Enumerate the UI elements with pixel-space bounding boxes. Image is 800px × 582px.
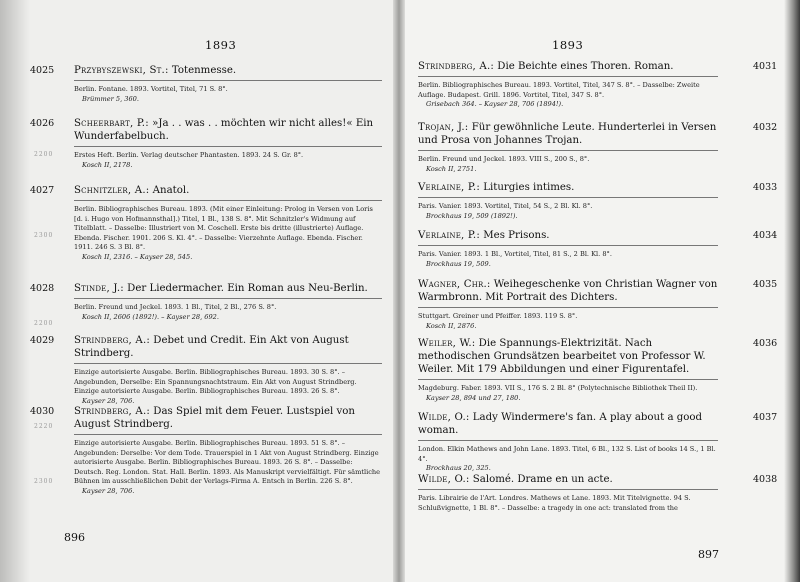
entry-author: Scheerbart, P.:	[74, 118, 149, 129]
entry-rule	[418, 150, 718, 151]
entry-title: Weihegeschenke von Christian Wagner von Warmbronn. Mit Portrait des Dichters.	[418, 279, 718, 303]
running-head: 1893	[205, 38, 237, 52]
entry-author: Strindberg, A.:	[74, 406, 151, 417]
entry-details: Berlin. Bibliographisches Bureau. 1893. (Mit einer Einleitung: Prolog in Versen von Loris [d. i. Hugo von Hofmannsthal].) Titel, 1 Bl., 138 S. 8°. Mit Schnitzler's Widmung auf Titelblatt. – Dasselbe: Illustriert von M. Coschell. Erste bis dritte (illustrierte) Auflage. Ebenda. Fischer. 1901. 206 S. Kl. 4°. – Dasselbe: Vierzehnte Auflage. Ebenda. Fischer. 1911. 246 S. 3 Bl. 8°.	[74, 205, 373, 252]
entry-details: Stuttgart. Greiner und Pfeiffer. 1893. 119 S. 8°.	[418, 312, 578, 320]
entry-number: 4034	[753, 230, 778, 241]
entry-number: 4026	[30, 118, 55, 129]
entry-title: Lady Windermere's fan. A play about a good woman.	[418, 412, 703, 436]
entry-rule	[418, 307, 718, 308]
book-gutter	[393, 0, 405, 582]
running-head: 1893	[552, 38, 584, 52]
entry-heading	[418, 337, 718, 376]
entry-details: Erstes Heft. Berlin. Verlag deutscher Phantasten. 1893. 24 S. Gr. 8°.	[74, 151, 304, 159]
catalog-entry	[30, 64, 382, 104]
entry-heading	[418, 121, 718, 147]
entry-title: Das Spiel mit dem Feuer. Lustspiel von August Strindberg.	[74, 406, 355, 430]
right-page	[398, 0, 800, 582]
catalog-entry	[30, 334, 382, 406]
entry-rule	[418, 489, 718, 490]
margin-pencil-mark: 2220	[34, 423, 54, 430]
entry-title: Liturgies intimes.	[483, 182, 575, 193]
entry-author: Przybyszewski, St.:	[74, 65, 169, 76]
catalog-entry	[418, 411, 778, 474]
catalog-entry	[30, 282, 382, 322]
entry-rule	[74, 200, 382, 201]
entry-author: Wagner, Chr.:	[418, 279, 491, 290]
entry-details: Paris. Vanier. 1893. Vortitel, Titel, 54 S., 2 Bl. Kl. 8°.	[418, 202, 593, 210]
entry-number: 4025	[30, 65, 55, 76]
entry-reference: Kosch II, 2316. – Kayser 28, 545.	[82, 252, 193, 261]
entry-title: Anatol.	[152, 185, 190, 196]
entry-heading	[74, 334, 382, 360]
catalog-entry	[418, 278, 778, 331]
entry-reference: Kosch II, 2606 (1892!). – Kayser 28, 692.	[82, 312, 219, 321]
entry-heading	[74, 282, 382, 295]
entry-number: 4027	[30, 185, 55, 196]
entry-rule	[74, 298, 382, 299]
entry-heading	[74, 184, 382, 197]
entry-author: Trojan, J.:	[418, 122, 469, 133]
entry-number: 4037	[753, 412, 778, 423]
entry-reference: Brockhaus 19, 509.	[426, 259, 491, 268]
entry-details: Einzige autorisierte Ausgabe. Berlin. Bibliographisches Bureau. 1893. 30 S. 8°. – Angebunden, Derselbe: Ein Spannungsnachtstraum. Ein Akt von August Strindberg. Einzige autorisierte Ausgabe. Berlin. Bibliographisches Bureau. 1893. 26 S. 8°.	[74, 368, 357, 396]
catalog-entry	[30, 405, 382, 497]
entry-heading	[418, 473, 718, 486]
margin-pencil-mark: 2200	[34, 320, 54, 327]
entry-title: Die Spannungs-Elektrizität. Nach methodischen Grundsätzen bearbeitet von Professor W. Weiler. Mit 179 Abbildungen und einer Figurentafel.	[418, 338, 706, 375]
margin-pencil-mark: 2300	[34, 478, 54, 485]
entry-details: Einzige autorisierte Ausgabe. Berlin. Bibliographisches Bureau. 1893. 51 S. 8°. – Angebunden: Derselbe: Vor dem Tode. Trauerspiel in 1 Akt von August Strindberg. Einzige autorisierte Ausgabe. Berlin. Bibliographisches Bureau. 1893. 26 S. 8°. – Dasselbe: Deutsch. Reg. London. Stat. Hall. Berlin. 1893. Als Manuskript vervielfältigt. Für sämtliche Bühnen im ausschließlichen Debit der Verlags-Firma A. Entsch in Berlin. 226 S. 8°.	[74, 439, 381, 486]
catalog-entry	[418, 60, 778, 110]
entry-heading	[418, 181, 718, 194]
margin-pencil-mark: 2300	[34, 232, 54, 239]
entry-reference: Kosch II, 2751.	[426, 164, 477, 173]
entry-heading	[418, 278, 718, 304]
entry-author: Schnitzler, A.:	[74, 185, 150, 196]
entry-details: Berlin. Freund und Jeckel. 1893. 1 Bl., Titel, 2 Bl., 276 S. 8°.	[74, 303, 277, 311]
entry-number: 4030	[30, 406, 55, 417]
entry-details: Paris. Librairie de l'Art. Londres. Mathews et Lane. 1893. Mit Titelvignette. 94 S. Schlußvignette, 1 Bl. 8°. – Dasselbe: a tragedy in one act: translated from the	[418, 494, 691, 512]
entry-rule	[418, 197, 718, 198]
entry-details: Berlin. Fontane. 1893. Vortitel, Titel, 71 S. 8°.	[74, 85, 228, 93]
catalog-entry	[418, 121, 778, 174]
margin-pencil-mark: 2200	[34, 151, 54, 158]
entry-author: Stinde, J.:	[74, 283, 124, 294]
catalog-entry	[418, 181, 778, 221]
entry-rule	[74, 434, 382, 435]
entry-reference: Kayser 28, 706.	[82, 486, 135, 495]
entry-author: Wilde, O.:	[418, 474, 470, 485]
entry-heading	[74, 405, 382, 431]
entry-author: Verlaine, P.:	[418, 230, 480, 241]
entry-rule	[74, 363, 382, 364]
entry-number: 4032	[753, 122, 778, 133]
catalog-entry	[418, 473, 778, 513]
catalog-entry	[418, 229, 778, 269]
entry-rule	[74, 146, 382, 147]
entry-reference: Brockhaus 20, 325.	[426, 464, 491, 473]
entry-number: 4036	[753, 338, 778, 349]
entry-reference: Brockhaus 19, 509 (1892!).	[426, 211, 518, 220]
entry-author: Strindberg, A.:	[418, 61, 495, 72]
entry-details: Paris. Vanier. 1893. 1 Bl., Vortitel, Titel, 81 S., 2 Bl. Kl. 8°.	[418, 250, 612, 258]
entry-heading	[418, 411, 718, 437]
entry-number: 4038	[753, 474, 778, 485]
entry-title: Der Liedermacher. Ein Roman aus Neu-Berlin.	[127, 283, 368, 294]
entry-heading	[418, 60, 718, 73]
entry-heading	[74, 117, 382, 143]
entry-rule	[418, 379, 718, 380]
entry-title: Für gewöhnliche Leute. Hunderterlei in Versen und Prosa von Johannes Trojan.	[418, 122, 717, 146]
entry-rule	[418, 440, 718, 441]
page-edge-shadow	[784, 0, 800, 582]
entry-title: Debet und Credit. Ein Akt von August Strindberg.	[74, 335, 349, 359]
entry-reference: Kosch II, 2178.	[82, 160, 133, 169]
entry-title: Salomé. Drame en un acte.	[472, 474, 613, 485]
entry-title: Die Beichte eines Thoren. Roman.	[497, 61, 674, 72]
entry-reference: Kosch II, 2876.	[426, 321, 477, 330]
entry-details: Berlin. Freund und Jeckel. 1893. VIII S., 200 S., 8°.	[418, 155, 590, 163]
entry-reference: Brümmer 5, 360.	[82, 94, 139, 103]
entry-number: 4033	[753, 182, 778, 193]
entry-rule	[418, 245, 718, 246]
entry-number: 4035	[753, 279, 778, 290]
page-number: 896	[64, 531, 85, 544]
left-page	[0, 0, 398, 582]
entry-number: 4029	[30, 335, 55, 346]
entry-title: »Ja . . was . . möchten wir nicht alles!« Ein Wunderfabelbuch.	[74, 118, 374, 142]
entry-reference: Grisebach 364. – Kayser 28, 706 (1894!).	[426, 100, 564, 109]
entry-title: Mes Prisons.	[483, 230, 550, 241]
entry-rule	[418, 76, 718, 77]
entry-number: 4031	[753, 61, 778, 72]
catalog-entry	[30, 184, 382, 263]
entry-heading	[418, 229, 718, 242]
entry-author: Wilde, O.:	[418, 412, 470, 423]
catalog-entry	[418, 337, 778, 403]
entry-heading	[74, 64, 382, 77]
entry-title: Totenmesse.	[171, 65, 237, 76]
entry-author: Verlaine, P.:	[418, 182, 480, 193]
entry-details: Berlin. Bibliographisches Bureau. 1893. Vortitel, Titel, 347 S. 8°. – Dasselbe: Zweite Auflage. Budapest. Grill. 1896. Vortitel, Titel, 347 S. 8°.	[418, 81, 700, 99]
entry-details: London. Elkin Mathews and John Lane. 1893. Titel, 6 Bl., 132 S. List of books 14 S., 1 Bl. 4°.	[418, 445, 716, 463]
entry-author: Weiler, W.:	[418, 338, 476, 349]
entry-author: Strindberg, A.:	[74, 335, 151, 346]
entry-reference: Kayser 28, 894 und 27, 180.	[426, 393, 521, 402]
entry-rule	[74, 80, 382, 81]
entry-details: Magdeburg. Faber. 1893. VII S., 176 S. 2 Bl. 8° (Polytechnische Bibliothek Theil II).	[418, 384, 698, 392]
page-edge-shadow	[0, 0, 30, 582]
page-number: 897	[698, 548, 719, 561]
entry-number: 4028	[30, 283, 55, 294]
entry-reference: Kayser 28, 706.	[82, 396, 135, 405]
catalog-entry	[30, 117, 382, 170]
